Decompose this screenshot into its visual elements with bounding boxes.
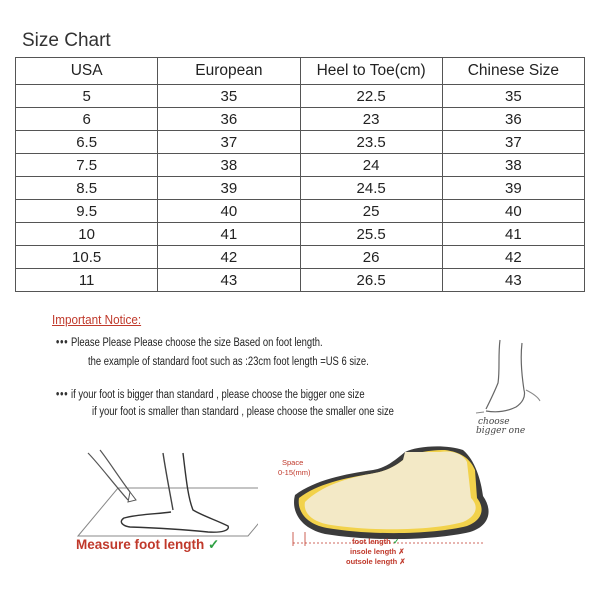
table-row: [16, 85, 585, 108]
header-heel-to-toe: Heel to Toe(cm): [300, 58, 442, 85]
table-cell: 36: [158, 108, 300, 131]
table-cell: 6: [16, 108, 158, 131]
header-usa: USA: [16, 58, 158, 85]
table-cell: 9.5: [16, 200, 158, 223]
table-cell: 7.5: [16, 154, 158, 177]
insole-length-label: [350, 547, 405, 556]
table-cell: 22.5: [300, 85, 442, 108]
table-cell: 26.5: [300, 269, 442, 292]
size-table: [15, 57, 585, 292]
choose-label-1: choose: [478, 417, 510, 427]
table-cell: 11: [16, 269, 158, 292]
table-cell: 26: [300, 246, 442, 269]
outsole-length-text: outsole length: [346, 557, 398, 566]
table-row: [16, 269, 585, 292]
table-cell: 40: [442, 200, 584, 223]
table-cell: 24.5: [300, 177, 442, 200]
table-cell: 39: [158, 177, 300, 200]
bullet-dots: •••: [56, 389, 69, 401]
table-cell: 25.5: [300, 223, 442, 246]
table-cell: 10: [16, 223, 158, 246]
table-cell: 23.5: [300, 131, 442, 154]
foot-length-text: foot length: [352, 537, 391, 546]
table-cell: 39: [442, 177, 584, 200]
foot-sketch-icon: [470, 335, 550, 425]
table-row: [16, 223, 585, 246]
table-cell: 42: [158, 246, 300, 269]
notice-line-2: the example of standard foot such as :23cm foot length =US 6 size.: [88, 356, 369, 368]
table-cell: 8.5: [16, 177, 158, 200]
table-cell: 41: [442, 223, 584, 246]
table-cell: 40: [158, 200, 300, 223]
size-chart-title: Size Chart: [22, 30, 111, 51]
table-cell: 24: [300, 154, 442, 177]
notice-line-3: [56, 389, 365, 401]
table-row: [16, 177, 585, 200]
table-cell: 5: [16, 85, 158, 108]
table-cell: 37: [158, 131, 300, 154]
table-cell: 41: [158, 223, 300, 246]
outsole-length-label: [346, 557, 406, 566]
table-cell: 10.5: [16, 246, 158, 269]
bullet-dots: •••: [56, 337, 69, 349]
table-cell: 42: [442, 246, 584, 269]
table-cell: 23: [300, 108, 442, 131]
table-cell: 35: [442, 85, 584, 108]
table-header-row: [16, 58, 585, 85]
measure-label-text: Measure foot length: [76, 537, 205, 552]
table-row: [16, 154, 585, 177]
table-cell: 38: [442, 154, 584, 177]
checkmark-icon: ✓: [208, 537, 220, 552]
choose-label-2: bigger one: [476, 426, 526, 436]
notice-line-1: [56, 337, 323, 349]
cross-icon: ✗: [398, 547, 405, 556]
checkmark-icon: ✓: [392, 537, 400, 546]
header-chinese-size: Chinese Size: [442, 58, 584, 85]
insole-length-text: insole length: [350, 547, 397, 556]
shoe-insole-diagram: [285, 440, 500, 550]
table-cell: 43: [158, 269, 300, 292]
measure-foot-length-label: [76, 537, 219, 553]
table-cell: 43: [442, 269, 584, 292]
table-row: [16, 131, 585, 154]
notice-line-4: if your foot is smaller than standard , please choose the smaller one size: [92, 406, 394, 418]
table-cell: 6.5: [16, 131, 158, 154]
table-row: [16, 108, 585, 131]
important-notice-heading: Important Notice:: [52, 312, 142, 327]
foot-length-label: [352, 537, 399, 546]
table-cell: 37: [442, 131, 584, 154]
notice-line-3-text: if your foot is bigger than standard , please choose the bigger one size: [71, 389, 365, 401]
header-european: European: [158, 58, 300, 85]
table-body: [16, 85, 585, 292]
table-row: [16, 200, 585, 223]
table-cell: 35: [158, 85, 300, 108]
table-cell: 36: [442, 108, 584, 131]
table-row: [16, 246, 585, 269]
table-cell: 38: [158, 154, 300, 177]
space-label-1: Space: [282, 458, 304, 467]
notice-line-1-text: Please Please Please choose the size Based on foot length.: [71, 337, 323, 349]
table-cell: 25: [300, 200, 442, 223]
space-label-2: 0-15(mm): [278, 468, 311, 477]
cross-icon: ✗: [399, 557, 406, 566]
